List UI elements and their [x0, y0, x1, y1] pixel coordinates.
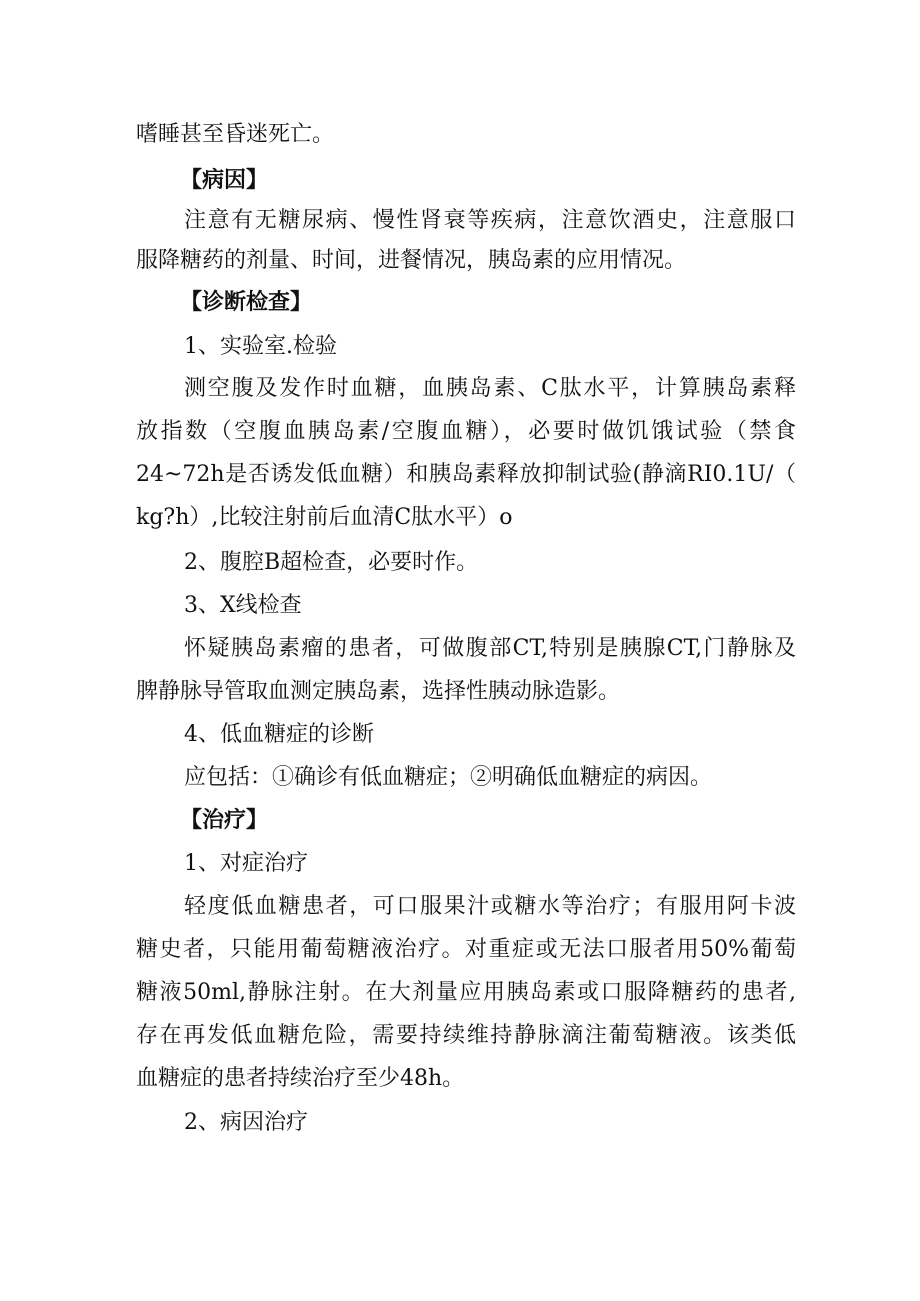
list-item-symptomatic: 1、对症治疗 — [184, 851, 308, 876]
paragraph-line: 服降糖药的剂量、时间，进餐情况，胰岛素的应用情况。 — [136, 248, 687, 273]
list-item-lab: 1、实验室.检验 — [184, 334, 337, 359]
paragraph-line: 轻度低血糖患者，可口服果汁或糖水等治疗；有服用阿卡波 — [184, 894, 796, 919]
paragraph-line: 存在再发低血糖危险，需要持续维持静脉滴注葡萄糖液。该类低 — [136, 1023, 796, 1048]
paragraph-line: 怀疑胰岛素瘤的患者，可做腹部CT,特别是胰腺CT,门静脉及 — [184, 636, 796, 661]
list-item-diagnosis: 4、低血糖症的诊断 — [184, 722, 374, 747]
paragraph-line: 嗜睡甚至昏迷死亡。 — [136, 122, 335, 147]
paragraph-line: 注意有无糖尿病、慢性肾衰等疾病，注意饮酒史，注意服口 — [184, 208, 796, 233]
list-item-xray: 3、X线检查 — [184, 593, 302, 618]
paragraph-line: 测空腹及发作时血糖，血胰岛素、C肽水平，计算胰岛素释 — [184, 376, 796, 401]
paragraph-line: 脾静脉导管取血测定胰岛素，选择性胰动脉造影。 — [136, 679, 621, 704]
list-item-ultrasound: 2、腹腔B超检查，必要时作。 — [184, 550, 479, 575]
section-heading-cause: 【病因】 — [180, 168, 269, 193]
section-heading-diagnosis: 【诊断检查】 — [180, 290, 313, 315]
section-heading-treatment: 【治疗】 — [180, 808, 269, 833]
paragraph-line: 糖史者，只能用葡萄糖液治疗。对重症或无法口服者用50%葡萄 — [136, 937, 796, 962]
paragraph-line: 糖液50ml,静脉注射。在大剂量应用胰岛素或口服降糖药的患者, — [136, 980, 796, 1005]
paragraph-line: 血糖症的患者持续治疗至少48h。 — [136, 1066, 465, 1091]
paragraph-line: 放指数（空腹血胰岛素/空腹血糖），必要时做饥饿试验（禁食 — [136, 419, 796, 444]
paragraph-line: 24~72h是否诱发低血糖）和胰岛素释放抑制试验(静滴RI0.1U/（ — [136, 462, 796, 487]
paragraph-line: kg?h）,比较注射前后血清C肽水平）o — [136, 505, 513, 530]
paragraph-line: 应包括：①确诊有低血糖症；②明确低血糖症的病因。 — [184, 765, 713, 790]
list-item-etiology: 2、病因治疗 — [184, 1110, 308, 1135]
